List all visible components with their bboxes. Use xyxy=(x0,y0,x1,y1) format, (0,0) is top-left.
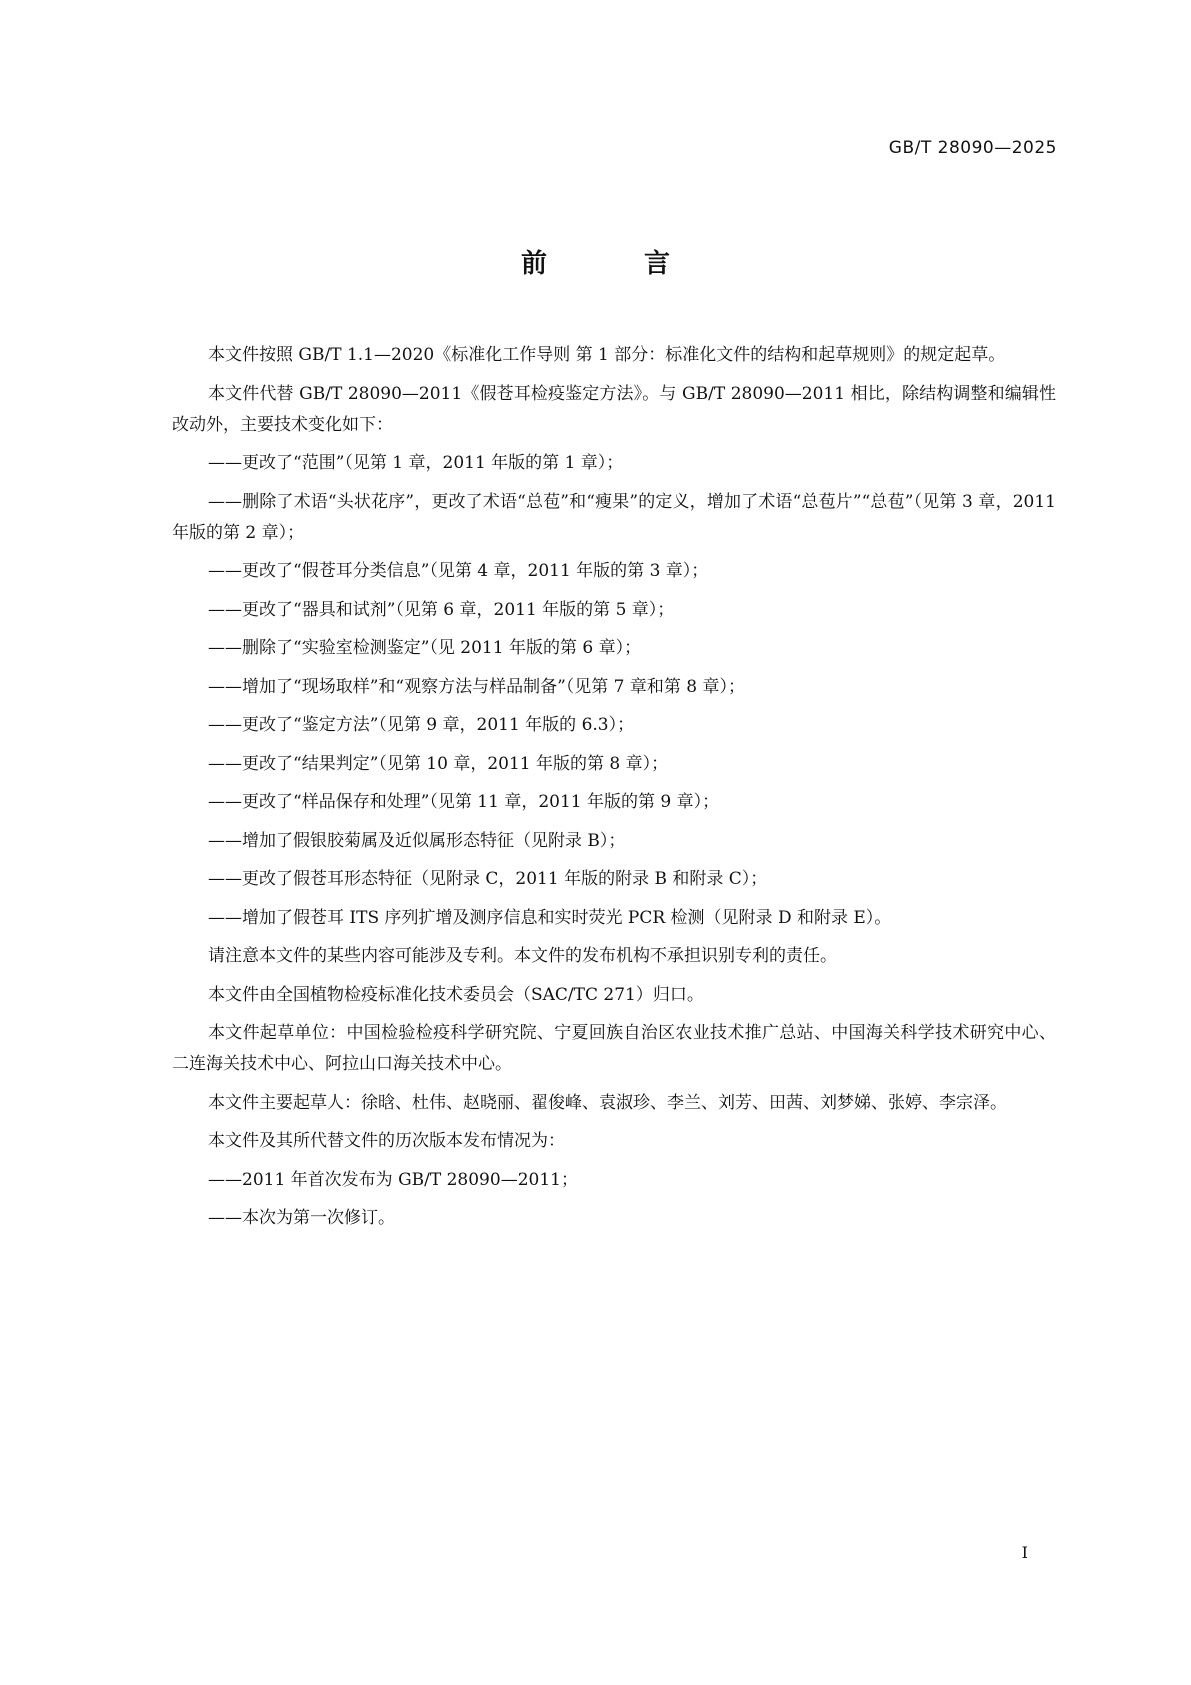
list-item: ——删除了术语“头状花序”，更改了术语“总苞”和“瘦果”的定义，增加了术语“总苞片”“总苞”（见第 3 章，2011 年版的第 2 章）； xyxy=(172,491,1056,543)
changes-list xyxy=(172,448,1056,934)
list-item: ——更改了假苍耳形态特征（见附录 C，2011 年版的附录 B 和附录 C）； xyxy=(208,869,768,889)
paragraph-patent-notice: 请注意本文件的某些内容可能涉及专利。本文件的发布机构不承担识别专利的责任。 xyxy=(208,946,837,966)
foreword-body xyxy=(172,340,1056,1242)
list-item: ——更改了“假苍耳分类信息”（见第 4 章，2011 年版的第 3 章）； xyxy=(208,561,709,581)
paragraph-committee: 本文件由全国植物检疫标准化技术委员会（SAC/TC 271）归口。 xyxy=(208,984,704,1005)
list-item: ——删除了“实验室检测鉴定”（见 2011 年版的第 6 章）； xyxy=(208,638,642,658)
list-item: ——增加了假苍耳 ITS 序列扩增及测序信息和实时荧光 PCR 检测（见附录 D 和附录 E）。 xyxy=(208,907,892,928)
paragraph-replacement: 本文件代替 GB/T 28090—2011《假苍耳检疫鉴定方法》。与 GB/T 28090—2011 相比，除结构调整和编辑性改动外，主要技术变化如下： xyxy=(172,383,1056,435)
paragraph-drafting-rules: 本文件按照 GB/T 1.1—2020《标准化工作导则 第 1 部分：标准化文件的结构和起草规则》的规定起草。 xyxy=(208,345,1006,365)
list-item: ——更改了“鉴定方法”（见第 9 章，2011 年版的 6.3）； xyxy=(208,715,635,735)
list-item: ——增加了“现场取样”和“观察方法与样品制备”（见第 7 章和第 8 章）； xyxy=(208,676,746,697)
list-item: ——增加了假银胶菊属及近似属形态特征（见附录 B）； xyxy=(208,830,626,851)
list-item: ——更改了“样品保存和处理”（见第 11 章，2011 年版的第 9 章）； xyxy=(208,792,720,812)
paragraph-history-intro: 本文件及其所代替文件的历次版本发布情况为： xyxy=(208,1131,565,1151)
list-item: ——2011 年首次发布为 GB/T 28090—2011； xyxy=(208,1169,578,1190)
page-number: I xyxy=(1021,1543,1028,1562)
list-item: ——更改了“范围”（见第 1 章，2011 年版的第 1 章）； xyxy=(208,453,624,473)
list-item: ——本次为第一次修订。 xyxy=(208,1208,395,1228)
list-item: ——更改了“结果判定”（见第 10 章，2011 年版的第 8 章）； xyxy=(208,753,669,774)
paragraph-drafters: 本文件主要起草人：徐晗、杜伟、赵晓丽、翟俊峰、袁淑珍、李兰、刘芳、田茜、刘梦娣、张婷、李宗泽。 xyxy=(208,1092,1007,1113)
document-code: GB/T 28090—2025 xyxy=(888,138,1057,158)
history-list xyxy=(172,1165,1056,1235)
paragraph-drafting-units: 本文件起草单位：中国检验检疫科学研究院、宁夏回族自治区农业技术推广总站、中国海关科学技术研究中心、二连海关技术中心、阿拉山口海关技术中心。 xyxy=(172,1023,1056,1074)
page-title: 前 言 xyxy=(520,249,715,279)
list-item: ——更改了“器具和试剂”（见第 6 章，2011 年版的第 5 章）； xyxy=(208,599,675,620)
